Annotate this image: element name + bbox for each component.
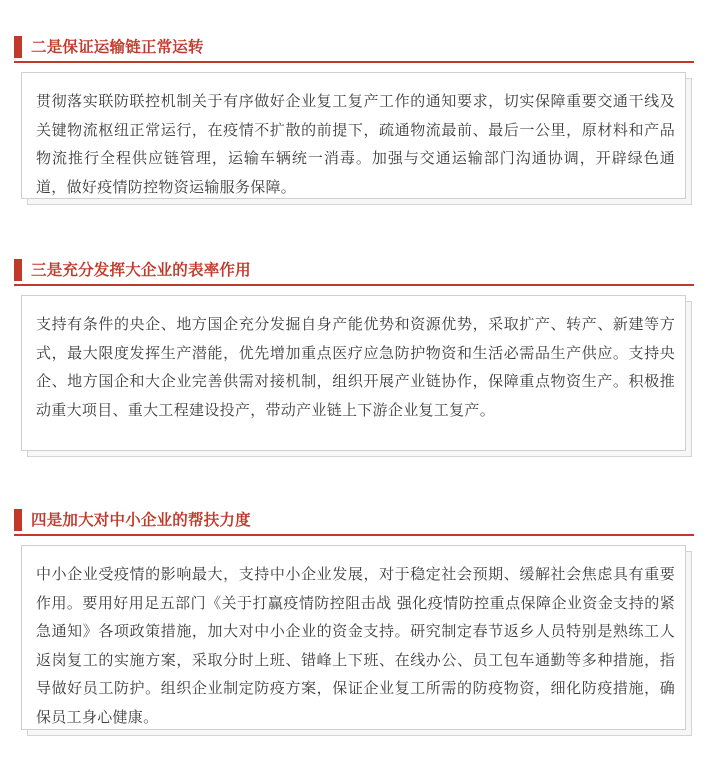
section-body: 贯彻落实联防联控机制关于有序做好企业复工复产工作的通知要求，切实保障重要交通干线及关键物流枢纽正常运行，在疫情不扩散的前提下，疏通物流最前、最后一公里，原材料和产品物流推行全程供应链管理，运输车辆统一消毒。加强与交通运输部门沟通协调，开辟绿色通道，做好疫情防控物资运输服务保障。	[36, 92, 675, 196]
section-accent-bar	[14, 509, 22, 531]
section-header	[14, 256, 694, 286]
section-title: 四是加大对中小企业的帮扶力度	[31, 511, 251, 529]
section-accent-bar	[14, 36, 22, 58]
section-title: 三是充分发挥大企业的表率作用	[31, 261, 251, 279]
content-box	[21, 72, 686, 199]
section-body: 支持有条件的央企、地方国企充分发掘自身产能优势和资源优势，采取扩产、转产、新建等方式，最大限度发挥生产潜能，优先增加重点医疗应急防护物资和生活必需品生产供应。支持央企、地方国企和大企业完善供需对接机制，组织开展产业链协作，保障重点物资生产。积极推动重大项目、重大工程建设投产，带动产业链上下游企业复工复产。	[36, 315, 675, 419]
section-accent-bar	[14, 259, 22, 281]
section-header	[14, 33, 694, 63]
content-box	[21, 545, 686, 730]
section-body: 中小企业受疫情的影响最大，支持中小企业发展，对于稳定社会预期、缓解社会焦虑具有重要作用。要用好用足五部门《关于打赢疫情防控阻击战 强化疫情防控重点保障企业资金支持的紧急通知》各项政策措施，加大对中小企业的资金支持。研究制定春节返乡人员特别是熟练工人返岗复工的实施方案，采取分时上班、错峰上下班、在线办公、员工包车通勤等多种措施，指导做好员工防护。组织企业制定防疫方案，保证企业复工所需的防疫物资，细化防疫措施，确保员工身心健康。	[36, 565, 675, 726]
content-box	[21, 295, 686, 451]
section-title: 二是保证运输链正常运转	[31, 38, 204, 56]
section-header	[14, 506, 694, 536]
